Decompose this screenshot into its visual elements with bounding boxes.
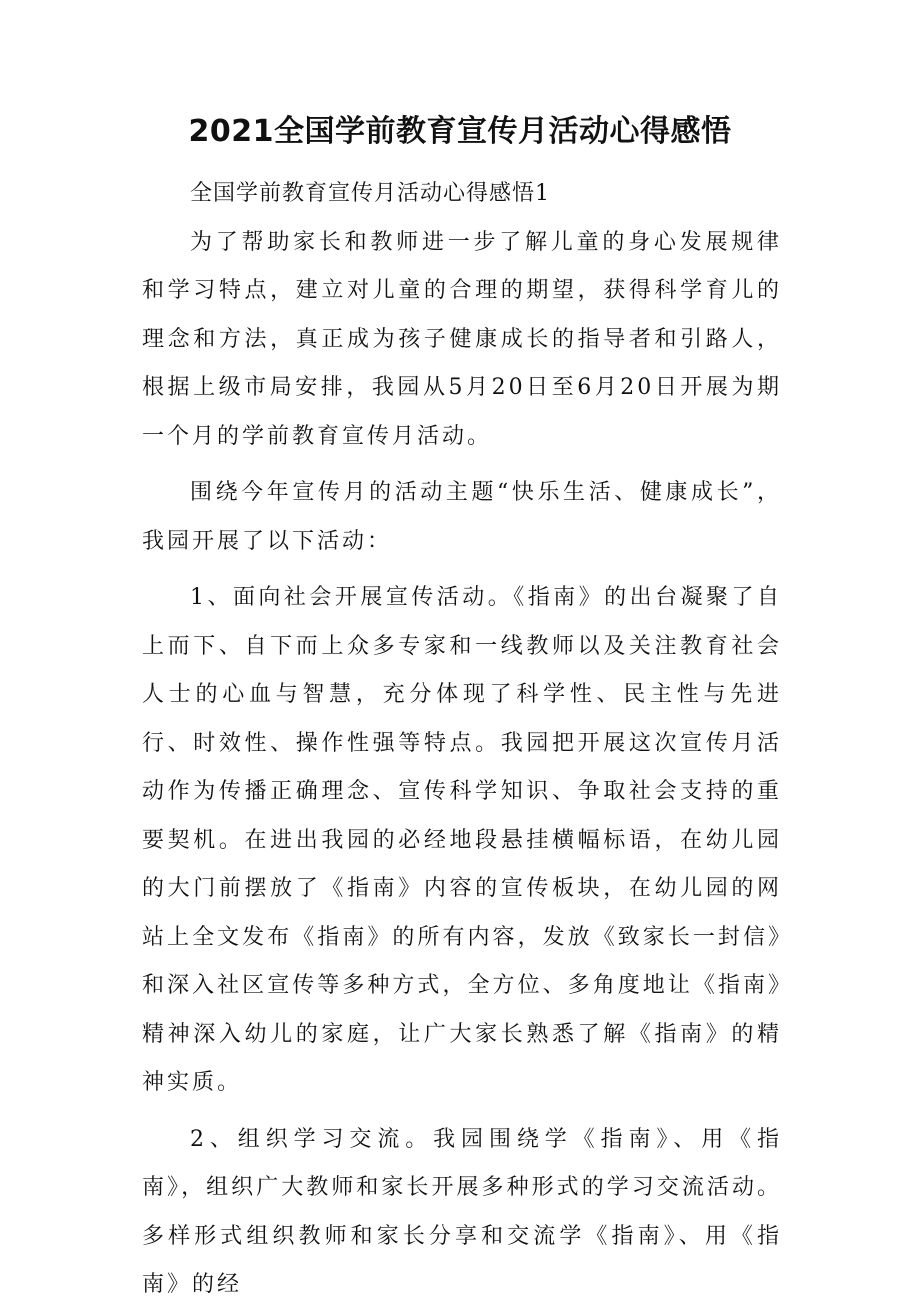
paragraph-activity-2: 2、组织学习交流。我园围绕学《指南》、用《指南》，组织广大教师和家长开展多种形式的学习交流活动。多样形式组织教师和家长分享和交流学《指南》、用《指南》的经 bbox=[142, 1126, 782, 1297]
document-title: 2021全国学前教育宣传月活动心得感悟 bbox=[188, 114, 732, 149]
paragraph-intro: 为了帮助家长和教师进一步了解儿童的身心发展规律和学习特点，建立对儿童的合理的期望，获得科学育儿的理念和方法，真正成为孩子健康成长的指导者和引路人，根据上级市局安排，我园从5月20日至6月20日开展为期一个月的学前教育宣传月活动。 bbox=[142, 229, 782, 449]
document-subtitle: 全国学前教育宣传月活动心得感悟1 bbox=[190, 181, 550, 206]
paragraph-theme: 围绕今年宣传月的活动主题“快乐生活、健康成长”，我园开展了以下活动： bbox=[142, 480, 782, 554]
paragraph-activity-1: 1、面向社会开展宣传活动。《指南》的出台凝聚了自上而下、自下而上众多专家和一线教师以及关注教育社会人士的心血与智慧，充分体现了科学性、民主性与先进行、时效性、操作性强等特点。我园把开展这次宣传月活动作为传播正确理念、宣传科学知识、争取社会支持的重要契机。在进出我园的必经地段悬挂横幅标语，在幼儿园的大门前摆放了《指南》内容的宣传板块，在幼儿园的网站上全文发布《指南》的所有内容，发放《致家长一封信》和深入社区宣传等多种方式，全方位、多角度地让《指南》精神深入幼儿的家庭，让广大家长熟悉了解《指南》的精神实质。 bbox=[142, 585, 782, 1095]
document-body bbox=[142, 170, 782, 1310]
